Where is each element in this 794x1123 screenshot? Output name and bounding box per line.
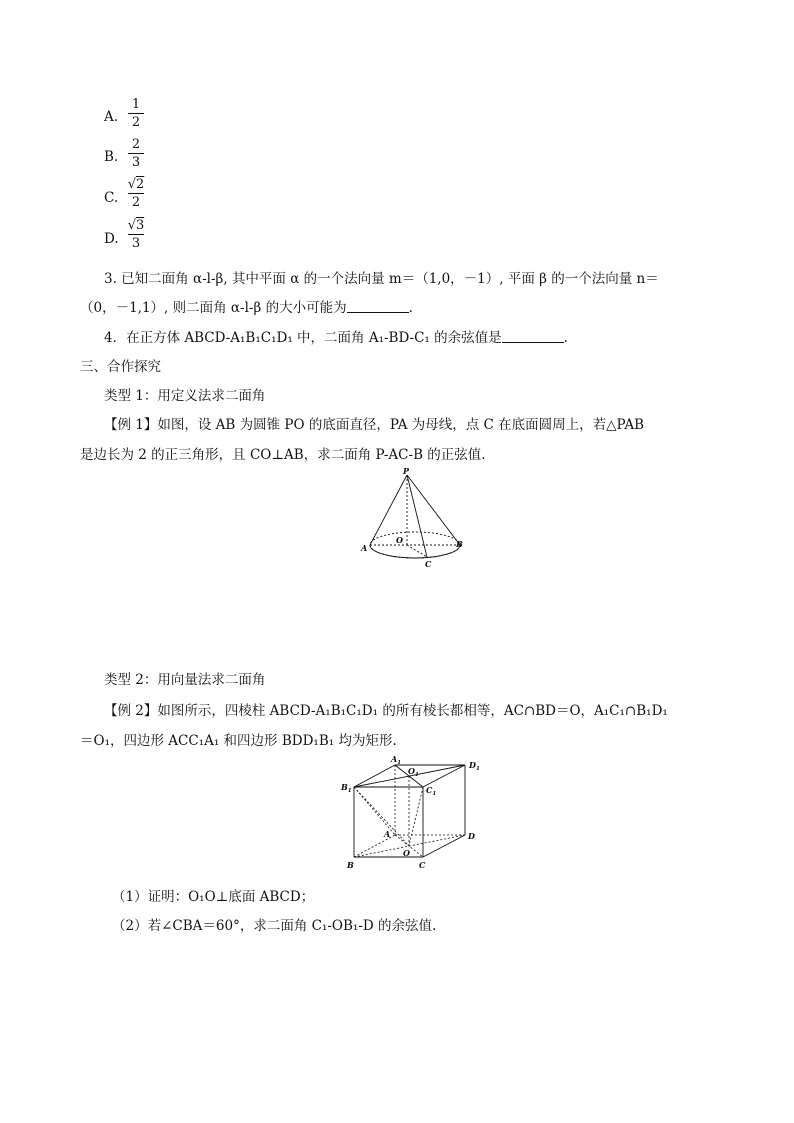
cone-label-p: P: [403, 466, 410, 476]
cone-label-o: O: [396, 535, 403, 545]
option-d-fraction: √3 3: [127, 218, 145, 251]
question-3-line2: （0，－1,1）, 则二面角 α-l-β 的大小可能为 .: [80, 300, 413, 316]
option-a-letter: A.: [104, 109, 119, 125]
option-d-letter: D.: [104, 231, 119, 247]
cone-label-c: C: [425, 559, 432, 569]
option-a-numerator: 1: [131, 97, 141, 112]
option-d-denominator: 3: [131, 236, 141, 251]
option-c-denominator: 2: [131, 195, 141, 210]
prism-label-o1: $O_1$: [408, 766, 419, 778]
prism-label-c: C: [419, 860, 426, 870]
prism-label-c1: $C_1$: [426, 785, 437, 797]
question-3-text: （0，－1,1）, 则二面角 α-l-β 的大小可能为: [80, 300, 347, 316]
cone-diagram: [355, 466, 475, 572]
prism-label-d1: $D_1$: [469, 760, 480, 772]
question-3-line1: 3. 已知二面角 α-l-β, 其中平面 α 的一个法向量 m＝（1,0，－1）, 平面 β 的一个法向量 n＝: [104, 271, 659, 287]
option-a-fraction: [126, 97, 146, 130]
option-c-numerator: 2: [136, 177, 145, 192]
option-b-letter: B.: [104, 149, 119, 165]
prism-label-a: A: [384, 829, 391, 839]
option-c-letter: C.: [104, 190, 119, 206]
type-2-heading: 类型 2：用向量法求二面角: [104, 672, 266, 688]
question-4: 4．在正方体 ABCD-A₁B₁C₁D₁ 中，二面角 A₁-BD-C₁ 的余弦值是 .: [104, 330, 568, 346]
option-d-numerator: 3: [136, 218, 145, 233]
option-c-fraction: √2 2: [127, 177, 145, 210]
example-2-line1: 【例 2】如图所示，四棱柱 ABCD-A₁B₁C₁D₁ 的所有棱长都相等，AC∩BD＝O，A₁C₁∩B₁D₁: [104, 703, 668, 719]
example-1-line2: 是边长为 2 的正三角形，且 CO⊥AB，求二面角 P-AC-B 的正弦值.: [80, 447, 486, 463]
option-b-fraction: [126, 137, 146, 170]
type-1-heading: 类型 1：用定义法求二面角: [104, 388, 266, 404]
prism-label-a1: $A_1$: [391, 754, 402, 766]
option-b-numerator: 2: [131, 137, 141, 152]
sub-question-1: （1）证明：O₁O⊥底面 ABCD；: [112, 889, 315, 905]
cone-label-a: A: [361, 543, 368, 553]
question-4-text: 4．在正方体 ABCD-A₁B₁C₁D₁ 中，二面角 A₁-BD-C₁ 的余弦值是: [104, 330, 502, 346]
prism-label-o: O: [403, 848, 410, 858]
option-b-denominator: 3: [131, 155, 141, 170]
cone-label-b: B: [456, 539, 463, 549]
prism-diagram: [340, 753, 490, 875]
answer-blank-q4: [502, 330, 564, 343]
prism-label-d: D: [468, 831, 475, 841]
option-a-denominator: 2: [131, 115, 141, 130]
prism-label-b: B: [347, 860, 354, 870]
sub-question-2: （2）若∠CBA＝60°，求二面角 C₁-OB₁-D 的余弦值.: [112, 918, 437, 934]
example-2-line2: ＝O₁，四边形 ACC₁A₁ 和四边形 BDD₁B₁ 均为矩形.: [80, 733, 397, 749]
answer-blank-q3: [347, 300, 409, 313]
example-1-line1: 【例 1】如图，设 AB 为圆锥 PO 的底面直径，PA 为母线，点 C 在底面圆周上，若△PAB: [104, 417, 645, 433]
prism-label-b1: $B_1$: [341, 782, 352, 794]
section-heading: 三、合作探究: [80, 359, 161, 375]
